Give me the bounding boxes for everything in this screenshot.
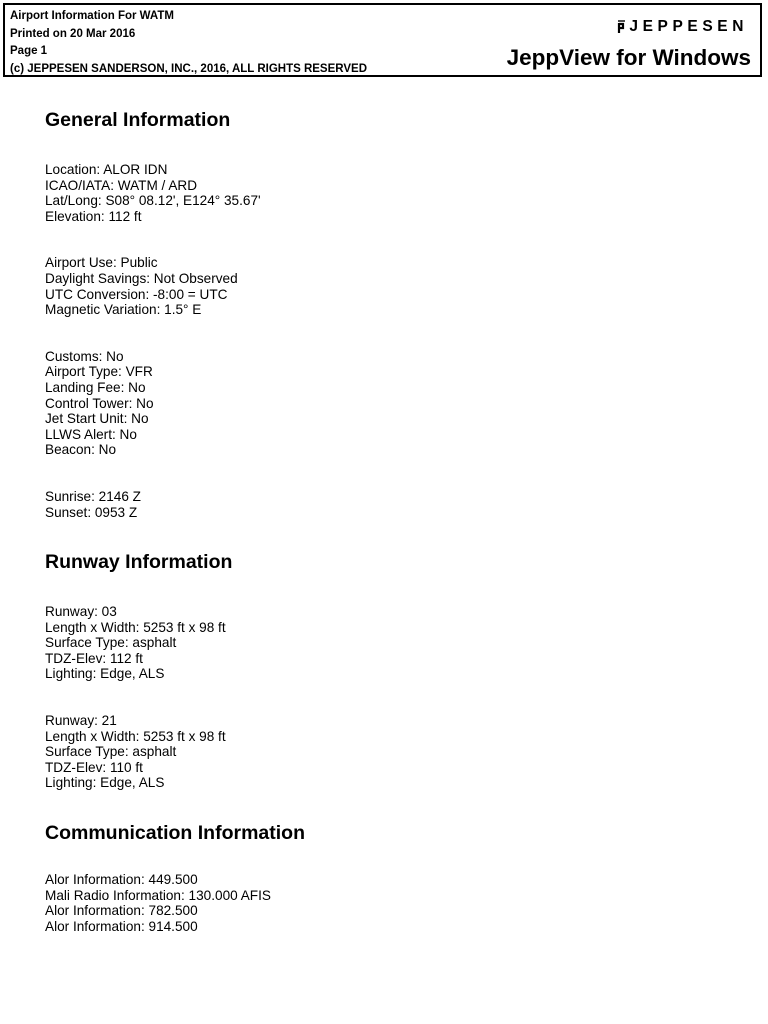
- airport-type-line: Airport Type: VFR: [45, 364, 153, 380]
- frequency-list: [45, 872, 745, 934]
- tdz-elev-line: TDZ-Elev: 110 ft: [45, 759, 143, 775]
- runway-section: [45, 550, 745, 791]
- general-block-sun: [45, 489, 745, 520]
- jeppesen-mark-icon: [617, 20, 627, 34]
- length-width-line: Length x Width: 5253 ft x 98 ft: [45, 619, 226, 635]
- customs-line: Customs: No: [45, 348, 124, 364]
- airport-use-line: Airport Use: Public: [45, 255, 158, 271]
- header-info: [10, 8, 367, 78]
- frequency-line: Alor Information: 914.500: [45, 918, 198, 934]
- runway-id-line: Runway: 03: [45, 604, 117, 620]
- sunrise-line: Sunrise: 2146 Z: [45, 488, 141, 504]
- header-print-date: Printed on 20 Mar 2016: [10, 27, 136, 40]
- general-block-facilities: [45, 349, 745, 458]
- control-tower-line: Control Tower: No: [45, 395, 154, 411]
- brand-name: JEPPESEN: [629, 18, 748, 35]
- general-block-usage: [45, 255, 745, 317]
- header-copyright: (c) JEPPESEN SANDERSON, INC., 2016, ALL RIGHTS RESERVED: [10, 62, 368, 75]
- runway-21-block: [45, 713, 745, 791]
- document-body: [45, 108, 745, 934]
- jet-start-unit-line: Jet Start Unit: No: [45, 411, 149, 427]
- communication-section: [45, 821, 745, 934]
- location-line: Location: ALOR IDN: [45, 162, 168, 177]
- icao-iata-line: ICAO/IATA: WATM / ARD: [45, 177, 198, 193]
- utc-conversion-line: UTC Conversion: -8:00 = UTC: [45, 286, 228, 302]
- tdz-elev-line: TDZ-Elev: 112 ft: [45, 650, 143, 666]
- runway-id-line: Runway: 21: [45, 713, 117, 729]
- landing-fee-line: Landing Fee: No: [45, 379, 146, 395]
- beacon-line: Beacon: No: [45, 442, 117, 458]
- surface-type-line: Surface Type: asphalt: [45, 635, 177, 651]
- daylight-savings-line: Daylight Savings: Not Observed: [45, 270, 238, 286]
- communication-heading: Communication Information: [45, 822, 305, 845]
- frequency-line: Alor Information: 449.500: [45, 872, 198, 888]
- sunset-line: Sunset: 0953 Z: [45, 504, 138, 520]
- general-block-location: [45, 162, 745, 224]
- runway-heading: Runway Information: [45, 551, 233, 574]
- surface-type-line: Surface Type: asphalt: [45, 744, 177, 760]
- length-width-line: Length x Width: 5253 ft x 98 ft: [45, 728, 226, 744]
- general-section: [45, 108, 745, 520]
- document-header: [3, 3, 762, 77]
- product-name: JeppView for Windows: [506, 45, 751, 70]
- general-heading: General Information: [45, 109, 231, 131]
- jeppesen-logo: [617, 18, 748, 36]
- lat-long-line: Lat/Long: S08° 08.12', E124° 35.67': [45, 193, 261, 209]
- llws-alert-line: LLWS Alert: No: [45, 426, 137, 442]
- lighting-line: Lighting: Edge, ALS: [45, 775, 165, 791]
- lighting-line: Lighting: Edge, ALS: [45, 666, 165, 682]
- elevation-line: Elevation: 112 ft: [45, 208, 142, 224]
- frequency-line: Mali Radio Information: 130.000 AFIS: [45, 887, 271, 903]
- header-title: Airport Information For WATM: [10, 10, 174, 22]
- magnetic-variation-line: Magnetic Variation: 1.5° E: [45, 302, 202, 318]
- runway-03-block: [45, 604, 745, 682]
- header-page-number: Page 1: [10, 45, 48, 57]
- frequency-line: Alor Information: 782.500: [45, 903, 198, 919]
